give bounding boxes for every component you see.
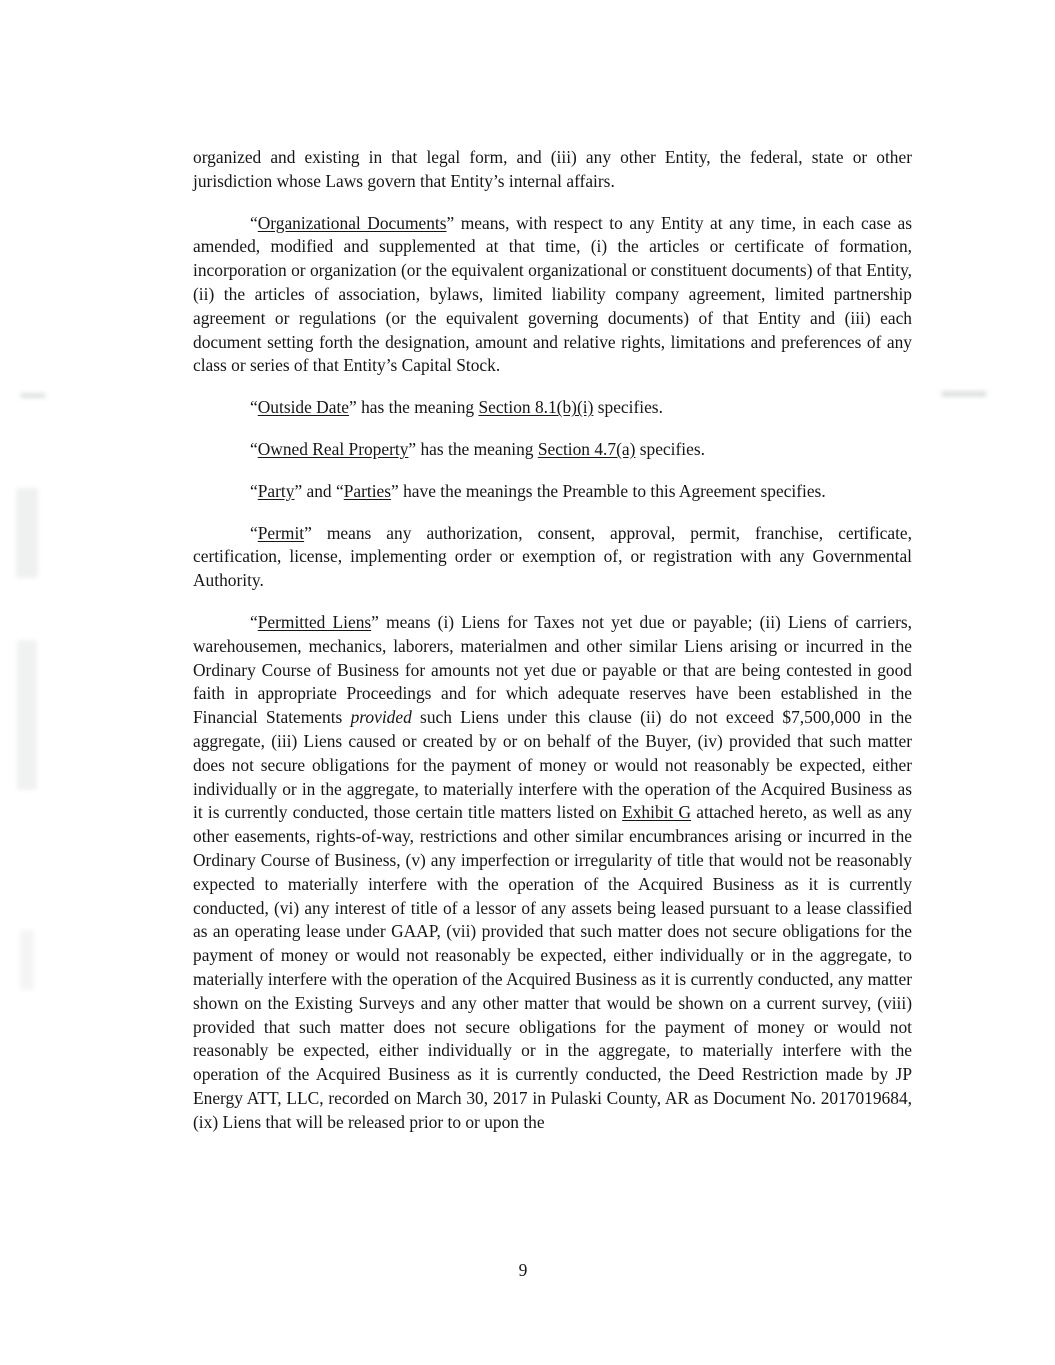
text-run: ” means, with respect to any Entity at any time, in each case as amended, modified and supplemented at that time, (i) the articles or certificate of formation, incorporation or organization (or the equivalent organizational or constituent documents) of that Entity, (ii) the articles of association, bylaws, limited liability company agreement, limited partnership agreement or regulations (or the equivalent governing documents) of that Entity and (iii) each document setting forth the designation, amount and relative rights, limitations and preferences of any class or series of that Entity’s Capital Stock. [193,212,917,376]
paragraph [193,522,917,593]
text-run-underline: Section 4.7(a) [537,438,636,459]
text-run: specifies. [635,438,705,459]
paragraph [193,396,912,420]
text-run-underline: Section 8.1(b)(i) [478,397,594,418]
scan-artifact [20,930,34,990]
text-run: ” have the meanings the Preamble to this Agreement specifies. [391,480,826,501]
text-run-underline: Outside Date [257,397,350,418]
text-run: ” means (i) Liens for Taxes not yet due or payable; (ii) Liens of carriers, warehousemen, mechanics, laborers, materialmen and other similar Liens arising or incurred in the Ordinary Course of Business for amounts not yet due or payable or that are being contested in good faith in appropriate Proceedings and for which adequate reserves have been established in the Financial Statements [193,611,917,728]
text-run: ” means any authorization, consent, approval, permit, franchise, certificate, certification, license, implementing order or exemption of, or registration with any Governmental Authority. [193,522,917,591]
text-run-underline: Parties [343,480,392,501]
scan-artifact [941,391,987,397]
paragraph [193,480,912,504]
text-run: “ [250,397,258,418]
text-run: organized and existing in that legal form, and (iii) any other Entity, the federal, state or other jurisdiction whose Laws govern that Entity’s internal affairs. [193,147,917,191]
text-run: “ [250,480,258,501]
text-run-underline: Exhibit G [622,802,692,823]
text-run-underline: Party [257,480,295,501]
text-run-underline: Permit [257,522,305,543]
text-run: ” has the meaning [349,397,479,418]
text-run-underline: Organizational Documents [257,212,447,233]
paragraph [193,212,917,379]
text-run-underline: Owned Real Property [257,438,409,459]
paragraph [193,438,912,462]
scan-artifact [16,488,38,578]
text-run: “ [250,212,258,233]
scan-artifact [17,640,37,790]
scan-artifact [20,393,46,398]
page-number: 9 [518,1260,528,1280]
document-body [193,146,917,1152]
text-run: attached hereto, as well as any other easements, rights-of-way, restrictions and other similar encumbrances arising or incurred in the Ordinary Course of Business, (v) any imperfection or irregularity of title that would not be reasonably expected to materially interfere with the operation of the Acquired Business as it is currently conducted, (vi) any interest of title of a lessor of any assets being leased pursuant to a lease classified as an operating lease under GAAP, (vii) provided that such matter does not secure obligations for the payment of money or would not reasonably be expected, either individually or in the aggregate, to materially interfere with the operation of the Acquired Business as it is currently conducted, any matter shown on the Existing Surveys and any other matter that would be shown on a current survey, (viii) provided that such matter does not secure obligations for the payment of money or would not reasonably be expected, either individually or in the aggregate, to materially interfere with the operation of the Acquired Business as it is currently conducted, the Deed Restriction made by JP Energy ATT, LLC, recorded on March 30, 2017 in Pulaski County, AR as Document No. 2017019684, (ix) Liens that will be released prior to or upon the [193,802,917,1132]
text-run: specifies. [593,397,663,418]
paragraph [193,611,917,1135]
text-run: “ [250,522,258,543]
text-run: “ [250,611,258,632]
paragraph [193,146,917,194]
text-run: such Liens under this clause (ii) do not exceed $7,500,000 in the aggregate, (iii) Liens caused or created by or on behalf of the Buyer, (iv) provided that such matter does not secure obligations for the payment of money or would not reasonably be expected, either individually or in the aggregate, to materially interfere with the operation of the Acquired Business as it is currently conducted, those certain title matters listed on [193,707,917,823]
text-run: “ [250,438,258,459]
text-run: ” and “ [294,480,344,501]
text-run: ” has the meaning [408,438,538,459]
text-run-italic: provided [350,707,412,728]
text-run-underline: Permitted Liens [257,611,372,632]
